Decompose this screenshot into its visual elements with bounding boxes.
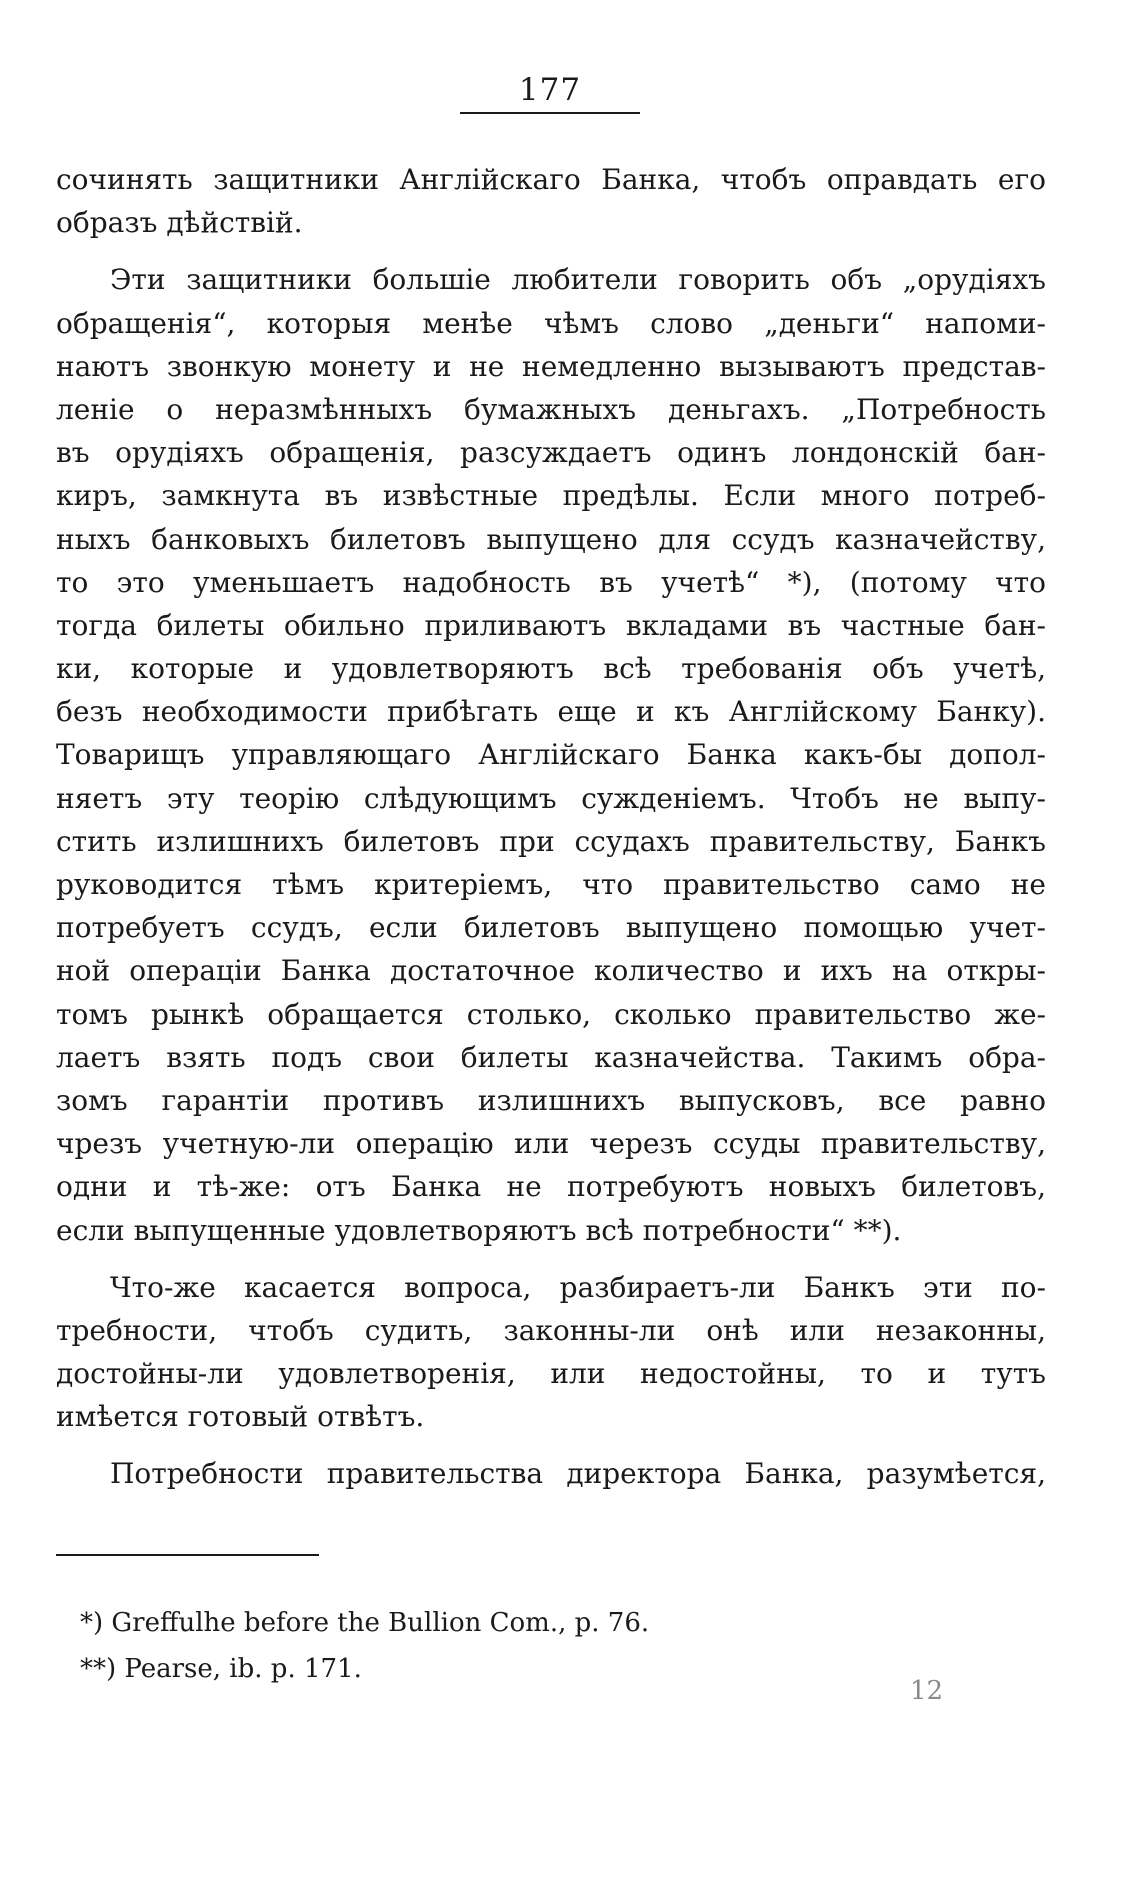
text-line: чрезъ учетную-ли операцію или черезъ ссуды правительству,	[56, 1127, 1046, 1161]
footnote-rule	[56, 1554, 319, 1556]
text-line: имѣется готовый отвѣтъ.	[56, 1400, 425, 1434]
text-line: руководится тѣмъ критеріемъ, что правительство само не	[56, 868, 1046, 901]
text-line: безъ необходимости прибѣгать еще и къ Англійскому Банку).	[56, 695, 1046, 729]
text-line: въ орудіяхъ обращенія, разсуждаетъ одинъ лондонскій бан-	[56, 436, 1046, 470]
text-line: ныхъ банковыхъ билетовъ выпущено для ссудъ казначейству,	[56, 522, 1046, 556]
text-line: сочинять защитники Англійскаго Банка, чтобъ оправдать его	[56, 163, 1046, 196]
paragraph-gap	[56, 1438, 1046, 1452]
footnote: *) Greffulhe before the Bullion Com., p. 76.	[80, 1608, 650, 1638]
text-line: Потребности правительства директора Банка, разумѣется,	[110, 1457, 1046, 1491]
page-number: 177	[518, 72, 582, 108]
text-line: Что-же касается вопроса, разбираетъ-ли Банкъ эти по-	[110, 1270, 1046, 1304]
text-line: если выпущенные удовлетворяютъ всѣ потребности“ **).	[56, 1213, 902, 1247]
paragraph-gap	[56, 1252, 1046, 1266]
text-line: наютъ звонкую монету и не немедленно вызываютъ представ-	[56, 349, 1046, 383]
text-line: одни и тѣ-же: отъ Банка не потребуютъ новыхъ билетовъ,	[56, 1170, 1046, 1204]
printer-signature-mark: 12	[910, 1676, 944, 1706]
text-line: няетъ эту теорію слѣдующимъ сужденіемъ. Чтобъ не выпу-	[56, 781, 1046, 815]
text-line: ной операціи Банка достаточное количество и ихъ на откры-	[56, 954, 1046, 988]
page-number-rule	[460, 112, 640, 114]
text-line: стить излишнихъ билетовъ при ссудахъ правительству, Банкъ	[56, 824, 1046, 858]
paragraph-gap	[56, 244, 1046, 258]
body-text	[56, 158, 1046, 1496]
text-line: Эти защитники большіе любители говорить объ „орудіяхъ	[110, 263, 1046, 297]
footnotes	[80, 1600, 980, 1692]
text-line: киръ, замкнута въ извѣстные предѣлы. Если много потреб-	[56, 479, 1046, 513]
text-line: Товарищъ управляющаго Англійскаго Банка какъ-бы допол-	[56, 738, 1046, 772]
text-line: ки, которые и удовлетворяютъ всѣ требованія объ учетѣ,	[56, 652, 1046, 686]
text-line: потребуетъ ссудъ, если билетовъ выпущено помощью учет-	[56, 911, 1046, 945]
text-line: леніе о неразмѣнныхъ бумажныхъ деньгахъ. „Потребность	[56, 392, 1046, 426]
text-line: то это уменьшаетъ надобность въ учетѣ“ *), (потому что	[56, 565, 1046, 599]
text-line: образъ дѣйствій.	[56, 206, 303, 240]
text-line: требности, чтобъ судить, законны-ли онѣ или незаконны,	[56, 1313, 1046, 1347]
text-line: обращенія“, которыя менѣе чѣмъ слово „деньги“ напоми-	[56, 306, 1046, 340]
text-line: томъ рынкѣ обращается столько, сколько правительство же-	[56, 997, 1046, 1031]
text-line: тогда билеты обильно приливаютъ вкладами въ частные бан-	[56, 608, 1046, 642]
text-line: зомъ гарантіи противъ излишнихъ выпусковъ, все равно	[56, 1083, 1046, 1117]
text-line: достойны-ли удовлетворенія, или недостойны, то и тутъ	[56, 1357, 1046, 1391]
footnote: **) Pearse, ib. p. 171.	[80, 1654, 362, 1684]
text-line: лаетъ взять подъ свои билеты казначейства. Такимъ обра-	[56, 1040, 1046, 1074]
